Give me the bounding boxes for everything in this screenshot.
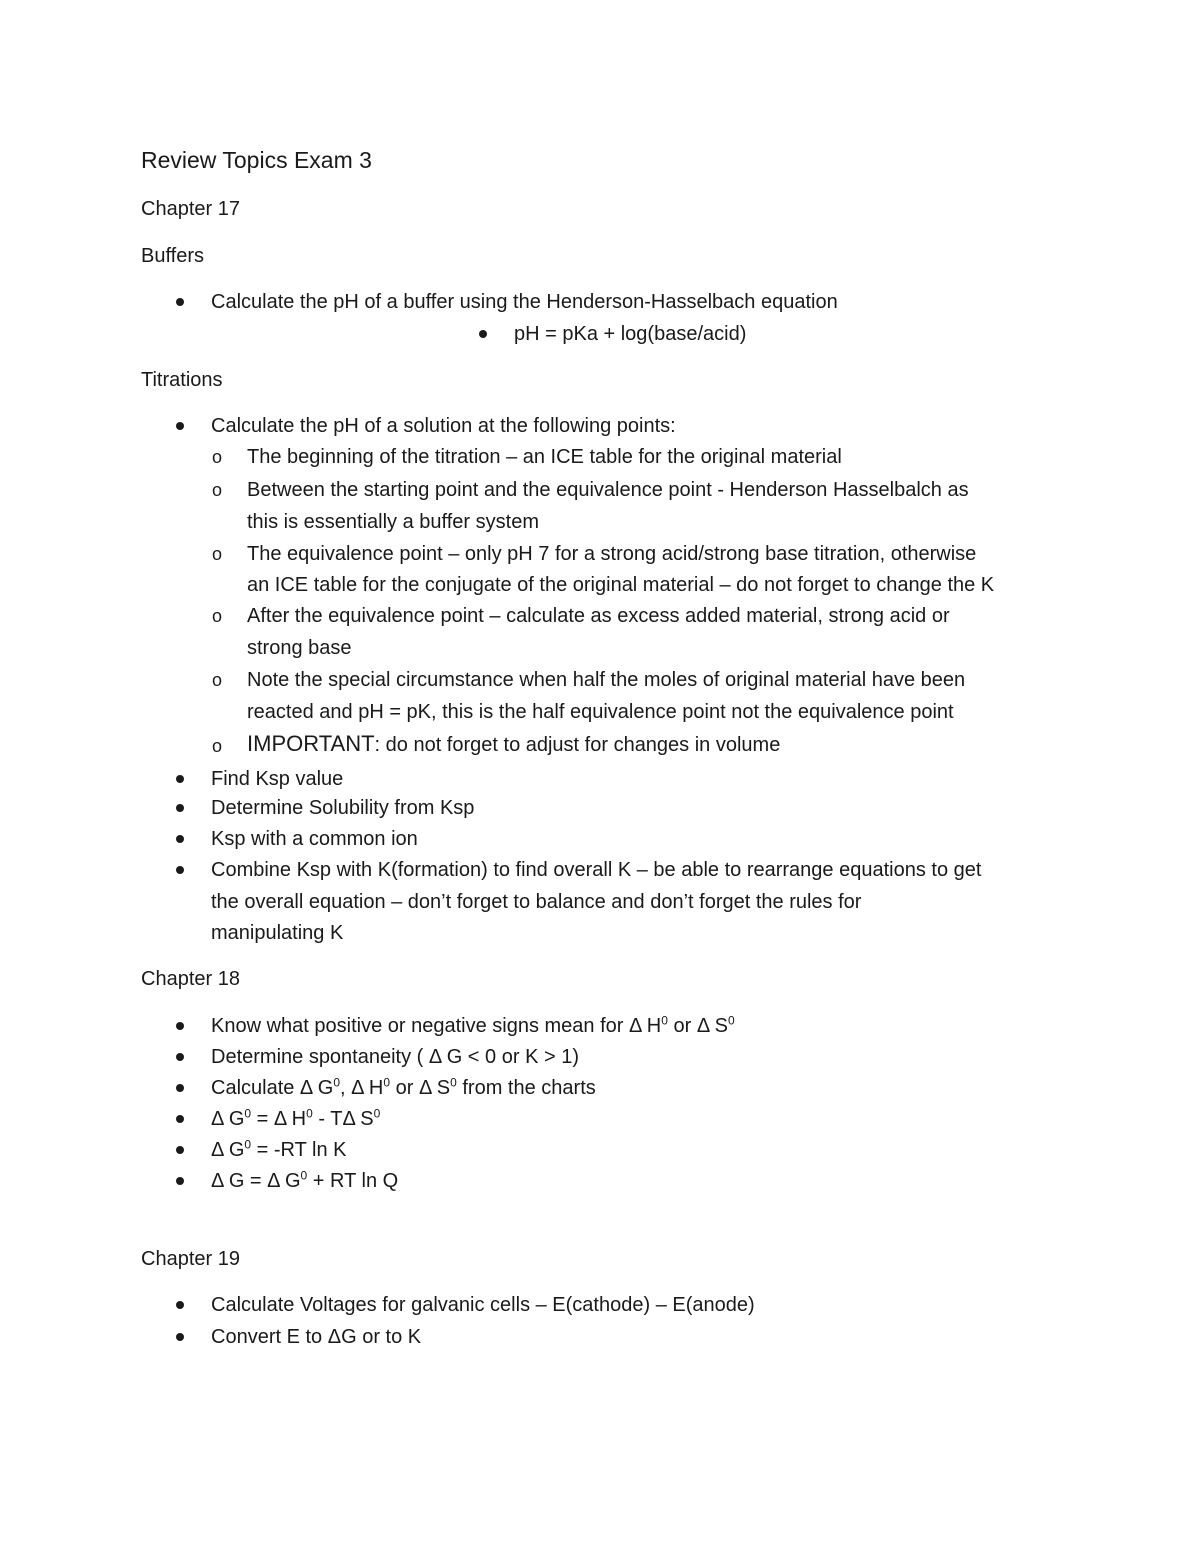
list-item [211,1107,380,1131]
bullet-icon [176,1177,184,1185]
buffers-heading: Buffers [141,245,204,267]
list-item-text: + RT ln Q [307,1170,399,1192]
document-title: Review Topics Exam 3 [141,147,372,173]
superscript: 0 [373,1106,381,1121]
bullet-icon [176,1022,184,1030]
bullet-icon [176,1053,184,1061]
list-item-continuation: manipulating K [211,922,344,944]
bullet-icon [176,835,184,843]
list-item: After the equivalence point – calculate as excess added material, strong acid or [247,605,950,627]
list-item [247,732,780,757]
superscript: 0 [661,1013,668,1028]
superscript: 0 [728,1013,735,1028]
list-item-text: = Δ H [251,1108,307,1130]
list-item-text: - TΔ S [312,1108,374,1130]
list-item-text: : do not forget to adjust for changes in volume [374,734,781,756]
bullet-icon [176,866,184,874]
bullet-icon [176,1115,184,1123]
list-item: Calculate the pH of a buffer using the Henderson-Hasselbach equation [211,291,838,313]
superscript: 0 [300,1168,308,1183]
list-item [211,1169,398,1193]
superscript: 0 [306,1106,313,1121]
list-item-text: Know what positive or negative signs mean for Δ H [211,1015,662,1037]
chapter-17-heading: Chapter 17 [141,198,240,220]
bullet-icon [176,1333,184,1341]
list-item-text: Δ G [211,1108,245,1130]
superscript: 0 [244,1106,252,1121]
bullet-icon [176,1084,184,1092]
sub-bullet-icon: o [212,447,223,467]
list-item-continuation: this is essentially a buffer system [247,511,539,533]
list-item-text: Δ G [211,1139,245,1161]
list-item: Convert E to ΔG or to K [211,1326,422,1348]
list-item-continuation: strong base [247,637,352,659]
list-item-text: from the charts [456,1077,596,1099]
list-item: The equivalence point – only pH 7 for a strong acid/strong base titration, otherwise [247,543,977,565]
list-item: Calculate the pH of a solution at the following points: [211,415,676,437]
list-item-text: Calculate Δ G [211,1077,334,1099]
list-item: Between the starting point and the equivalence point - Henderson Hasselbalch as [247,479,969,501]
list-item: The beginning of the titration – an ICE table for the original material [247,446,842,468]
superscript: 0 [383,1075,391,1090]
list-item-continuation: reacted and pH = pK, this is the half equivalence point not the equivalence point [247,701,954,723]
list-item-text: = -RT ln K [251,1139,347,1161]
list-item-text: Δ G = Δ G [211,1170,301,1192]
superscript: 0 [333,1075,340,1090]
list-item: Determine spontaneity ( Δ G < 0 or K > 1) [211,1046,579,1068]
bullet-icon [479,330,487,338]
list-item [211,1076,596,1100]
sub-bullet-icon: o [212,670,223,690]
list-item [211,1014,735,1038]
sub-bullet-icon: o [212,480,223,500]
list-item-text: or Δ S [667,1015,729,1037]
list-item: Find Ksp value [211,768,344,790]
bullet-icon [176,1301,184,1309]
bullet-icon [176,804,184,812]
sub-bullet-icon: o [212,544,223,564]
list-item [211,1138,346,1162]
list-item: Note the special circumstance when half the moles of original material have been [247,669,966,691]
bullet-icon [176,298,184,306]
list-item: Calculate Voltages for galvanic cells – E(cathode) – E(anode) [211,1294,755,1316]
sub-bullet-icon: o [212,606,223,626]
titrations-heading: Titrations [141,369,223,391]
bullet-icon [176,422,184,430]
list-item-continuation: an ICE table for the conjugate of the original material – do not forget to change the K [247,574,995,596]
sub-bullet-icon: o [212,736,223,756]
list-item: Ksp with a common ion [211,828,418,850]
list-item-text: , Δ H [340,1077,384,1099]
list-item: pH = pKa + log(base/acid) [514,323,747,345]
list-item: Combine Ksp with K(formation) to find overall K – be able to rearrange equations to get [211,859,982,881]
important-label: IMPORTANT [247,731,375,756]
list-item: Determine Solubility from Ksp [211,797,475,819]
superscript: 0 [244,1137,252,1152]
bullet-icon [176,775,184,783]
bullet-icon [176,1146,184,1154]
list-item-text: or Δ S [390,1077,451,1099]
superscript: 0 [450,1075,457,1090]
chapter-18-heading: Chapter 18 [141,968,240,990]
chapter-19-heading: Chapter 19 [141,1248,240,1270]
list-item-continuation: the overall equation – don’t forget to balance and don’t forget the rules for [211,891,862,913]
